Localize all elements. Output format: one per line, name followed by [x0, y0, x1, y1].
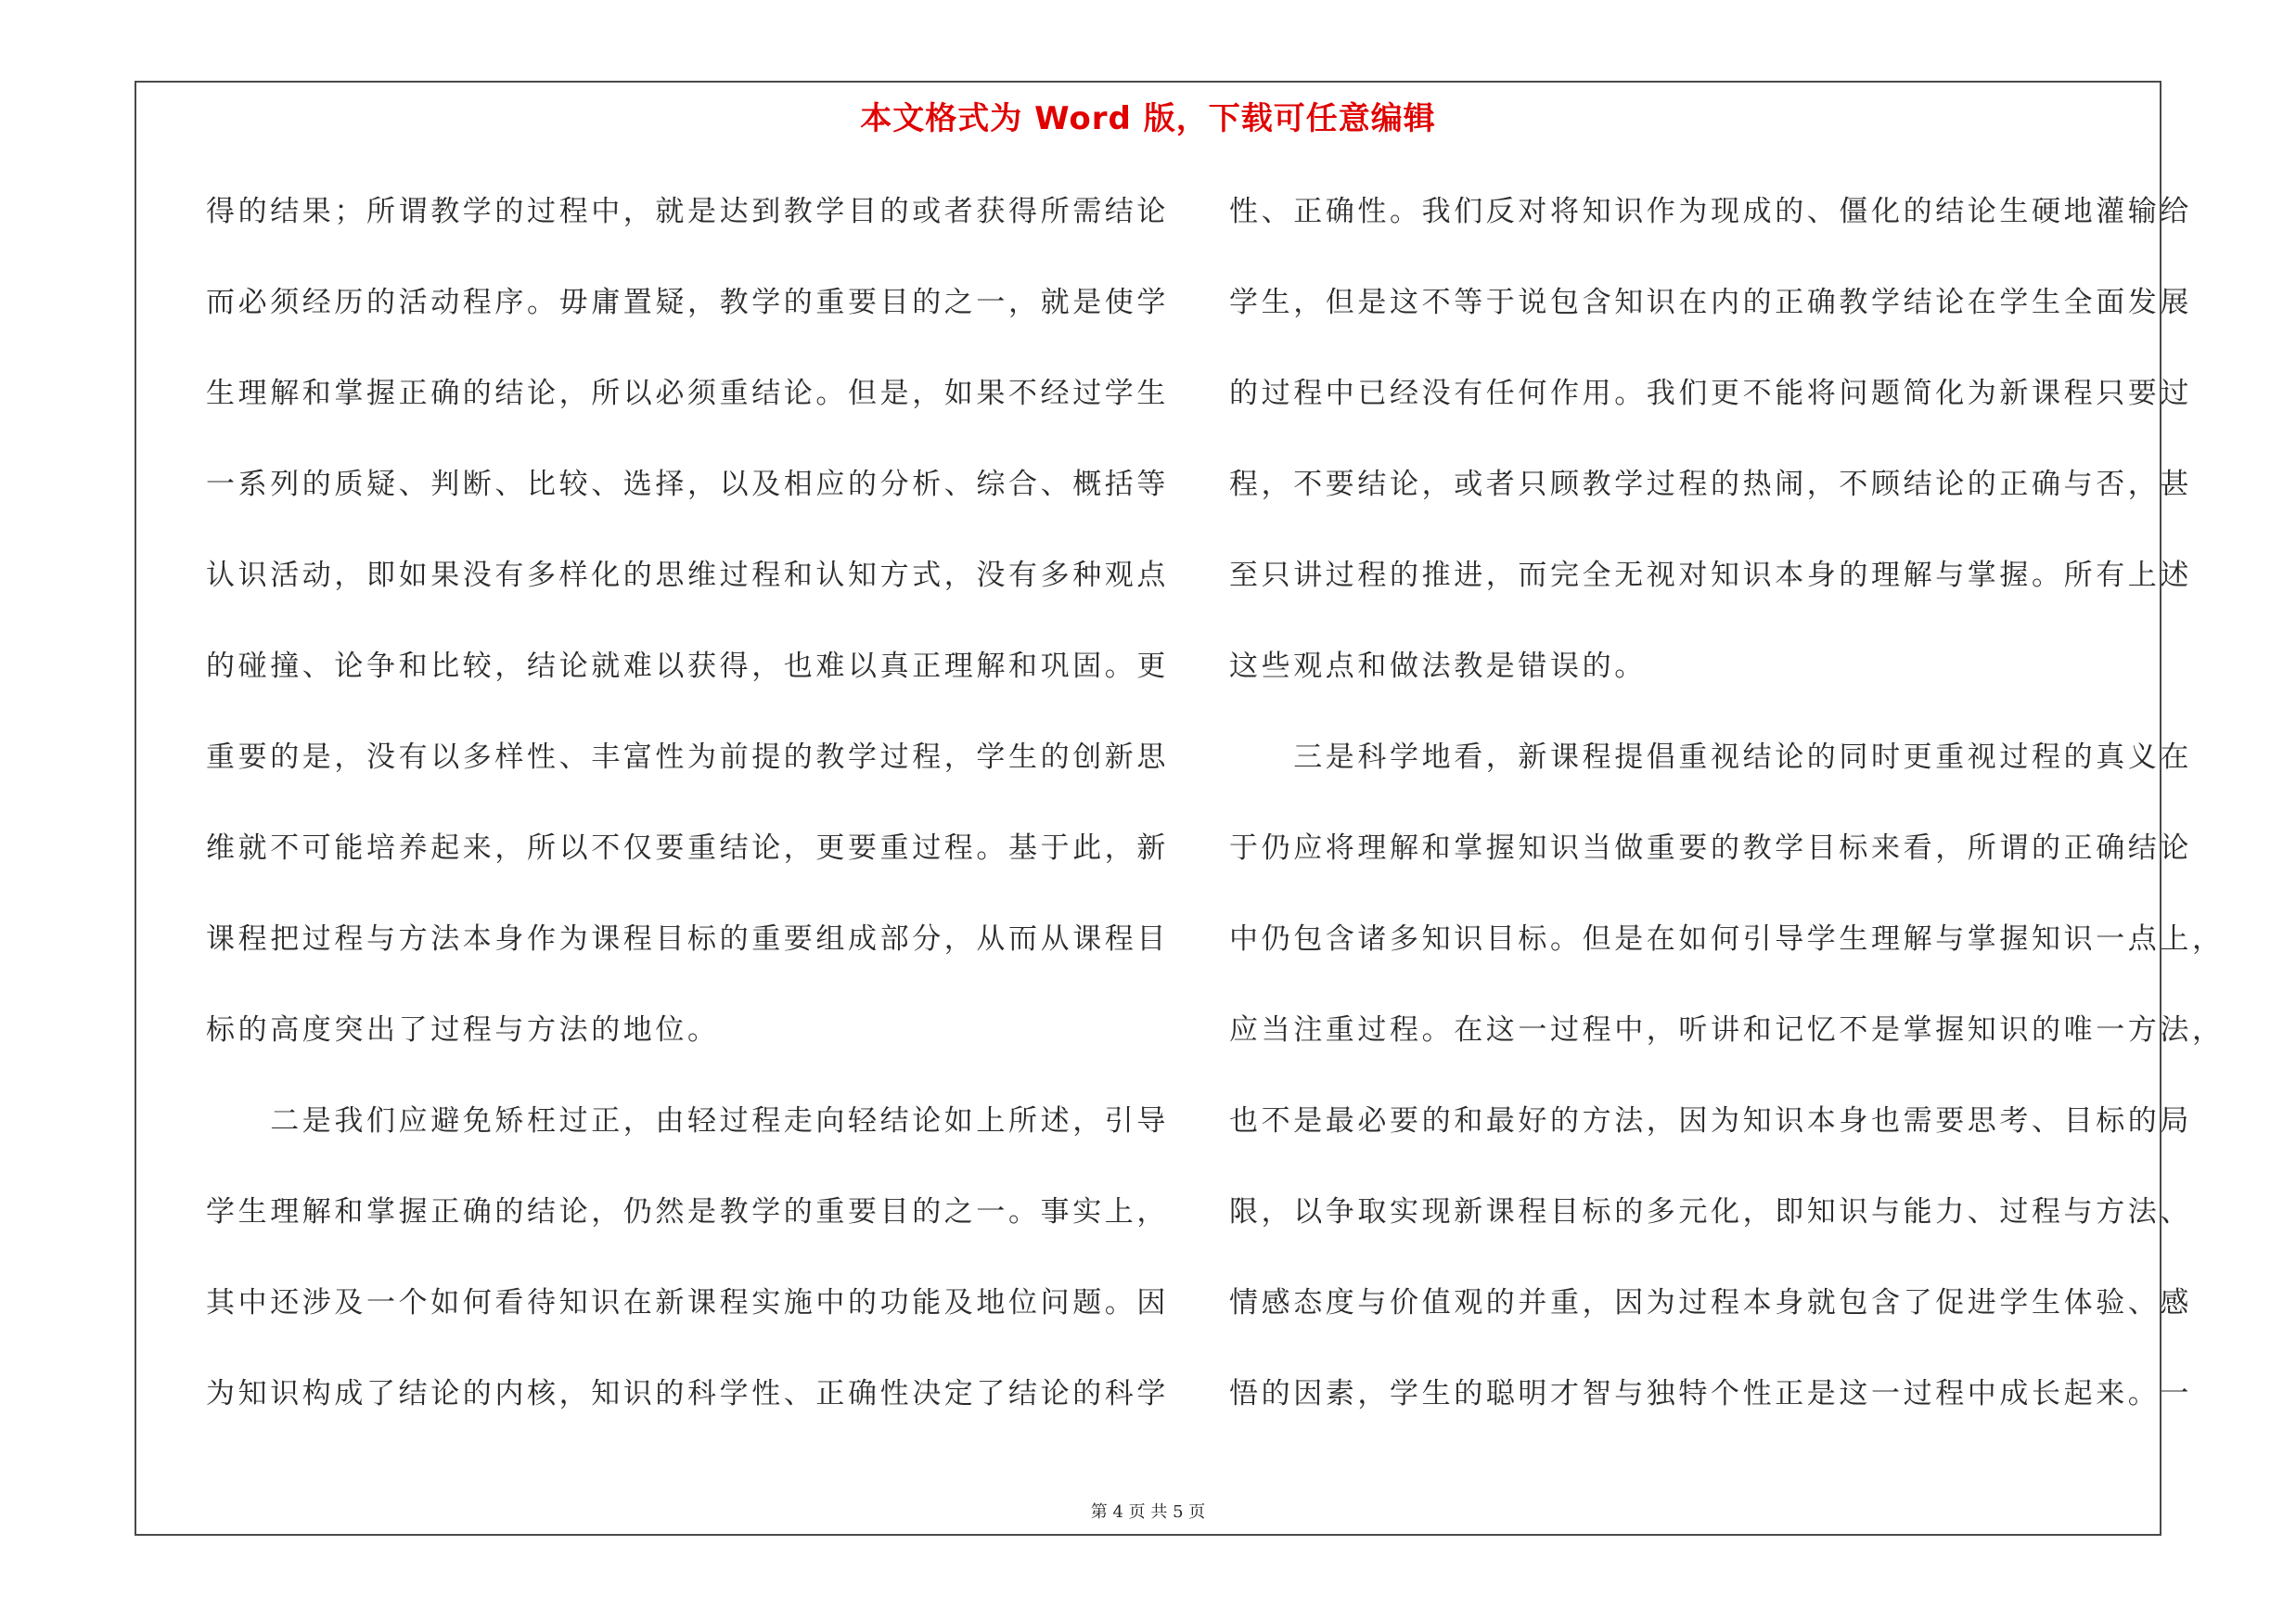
text-line: 为知识构成了结论的内核，知识的科学性、正确性决定了结论的科学: [206, 1377, 1169, 1410]
text-line: 学生理解和掌握正确的结论，仍然是教学的重要目的之一。事实上，: [206, 1195, 1169, 1229]
text-line: 二是我们应避免矫枉过正，由轻过程走向轻结论如上所述，引导: [206, 1104, 1169, 1138]
text-line: 标的高度突出了过程与方法的地位。: [206, 1013, 720, 1047]
left-column: [206, 184, 1169, 1457]
text-line: 认识活动，即如果没有多样化的思维过程和认知方式，没有多种观点: [206, 559, 1169, 592]
text-line: 的过程中已经没有任何作用。我们更不能将问题简化为新课程只要过: [1229, 377, 2192, 410]
text-line: 得的结果；所谓教学的过程中，就是达到教学目的或者获得所需结论: [206, 195, 1169, 228]
text-line: 而必须经历的活动程序。毋庸置疑，教学的重要目的之一，就是使学: [206, 286, 1169, 319]
text-line: 至只讲过程的推进，而完全无视对知识本身的理解与掌握。所有上述: [1229, 559, 2192, 592]
text-line: 应当注重过程。在这一过程中，听讲和记忆不是掌握知识的唯一方法，: [1229, 1013, 2225, 1047]
text-line: 生理解和掌握正确的结论，所以必须重结论。但是，如果不经过学生: [206, 377, 1169, 410]
right-column: [1229, 184, 2225, 1457]
text-line: 程，不要结论，或者只顾教学过程的热闹，不顾结论的正确与否，甚: [1229, 468, 2192, 501]
text-line: 性、正确性。我们反对将知识作为现成的、僵化的结论生硬地灌输给: [1229, 195, 2192, 228]
text-line: 情感态度与价值观的并重，因为过程本身就包含了促进学生体验、感: [1229, 1286, 2192, 1320]
text-line: 其中还涉及一个如何看待知识在新课程实施中的功能及地位问题。因: [206, 1286, 1169, 1320]
text-line: 学生，但是这不等于说包含知识在内的正确教学结论在学生全面发展: [1229, 286, 2192, 319]
text-line: 一系列的质疑、判断、比较、选择，以及相应的分析、综合、概括等: [206, 468, 1169, 501]
text-line: 中仍包含诸多知识目标。但是在如何引导学生理解与掌握知识一点上，: [1229, 922, 2225, 956]
header-banner: 本文格式为 Word 版，下载可任意编辑: [860, 100, 1436, 137]
text-line: 重要的是，没有以多样性、丰富性为前提的教学过程，学生的创新思: [206, 741, 1169, 774]
text-line: 维就不可能培养起来，所以不仅要重结论，更要重过程。基于此，新: [206, 831, 1169, 865]
text-line: 悟的因素，学生的聪明才智与独特个性正是这一过程中成长起来。一: [1229, 1377, 2192, 1410]
page-number-footer: 第 4 页 共 5 页: [1090, 1502, 1206, 1522]
text-line: 于仍应将理解和掌握知识当做重要的教学目标来看，所谓的正确结论: [1229, 831, 2192, 865]
text-line: 课程把过程与方法本身作为课程目标的重要组成部分，从而从课程目: [206, 922, 1169, 956]
text-line: 这些观点和做法教是错误的。: [1229, 650, 1647, 683]
text-line: 的碰撞、论争和比较，结论就难以获得，也难以真正理解和巩固。更: [206, 650, 1169, 683]
text-line: 限，以争取实现新课程目标的多元化，即知识与能力、过程与方法、: [1229, 1195, 2192, 1229]
text-line: 也不是最必要的和最好的方法，因为知识本身也需要思考、目标的局: [1229, 1104, 2192, 1138]
text-line: 三是科学地看，新课程提倡重视结论的同时更重视过程的真义在: [1229, 741, 2192, 774]
